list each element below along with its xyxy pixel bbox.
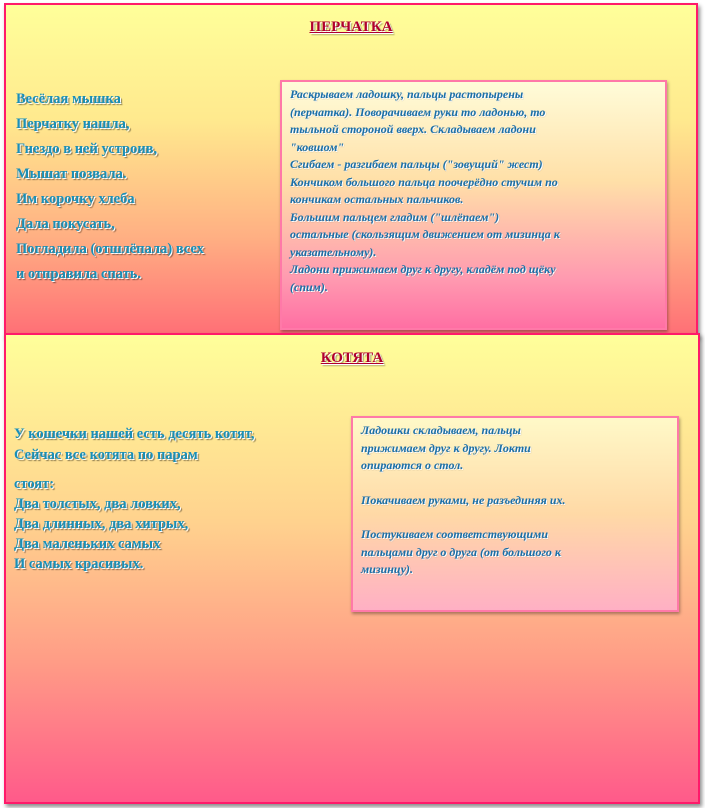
kittens-poem-part-2 [14, 474, 188, 574]
poem-line: Им корочку хлеба [16, 191, 135, 207]
instruction-line: Большим пальцем гладим ("шлёпаем") [290, 209, 500, 224]
glove-title: ПЕРЧАТКА [309, 19, 393, 35]
instruction-line: Сгибаем - разгибаем пальцы ("зовущий" жест) [290, 157, 543, 171]
instruction-line: кончикам остальных пальчиков. [290, 192, 464, 206]
poem-line: Погладила (отшлёпала) всех [16, 241, 204, 257]
poem-line: Гнездо в ней устроив, [16, 141, 158, 157]
instruction-line: мизинцу). [361, 562, 414, 576]
instruction-line: указательному). [290, 244, 377, 259]
poem-line: У кошечки нашей есть десять котят, [14, 426, 255, 442]
paragraph-gap [361, 475, 669, 492]
instruction-line: пальцами друг о друга (от большого к [361, 544, 561, 559]
poem-line: Дала покусать, [16, 216, 115, 232]
instruction-line: Покачиваем руками, не разъединяя их. [361, 492, 566, 507]
poem-line: стоят: [14, 476, 55, 492]
kittens-instructions-box [351, 416, 679, 612]
glove-instructions-box [280, 80, 667, 330]
instruction-line: Ладони прижимаем друг к другу, кладём под щёку [290, 262, 556, 276]
instruction-line: (перчатка). Поворачиваем руки то ладонью, то [290, 104, 546, 119]
glove-poem [16, 87, 204, 287]
instruction-line: Постукиваем соответствующими [361, 527, 549, 541]
instruction-line: Ладошки складываем, пальцы [361, 423, 521, 437]
kittens-title: КОТЯТА [320, 350, 384, 366]
poem-line: и отправила спать. [16, 266, 142, 282]
poem-line: И самых красивых. [14, 556, 144, 572]
instruction-line: тыльной стороной вверх. Складываем ладони [290, 122, 536, 136]
instruction-line: Раскрываем ладошку, пальцы растопырены [290, 87, 524, 101]
poem-line: Перчатку нашла, [16, 116, 130, 132]
instruction-line: остальные (скользящим движением от мизинца к [290, 227, 560, 241]
poem-line: Мышат позвала. [16, 166, 127, 182]
instruction-line: Кончиком большого пальца поочерёдно стучим по [290, 174, 558, 189]
poem-line: Два толстых, два ловких, [14, 496, 181, 512]
kittens-poem-part-1 [14, 424, 255, 466]
poem-line: Два длинных, два хитрых, [14, 516, 189, 532]
paragraph-gap [361, 509, 669, 526]
instruction-line: "ковшом" [290, 139, 345, 154]
poem-line: Сейчас все котята по парам [14, 447, 198, 463]
instruction-line: прижимаем друг к другу. Локти [361, 440, 531, 455]
poem-line: Весёлая мышка [16, 91, 121, 107]
instruction-line: опираются о стол. [361, 458, 464, 472]
poem-line: Два маленьких самых [14, 536, 161, 552]
instruction-line: (спим). [290, 279, 328, 294]
